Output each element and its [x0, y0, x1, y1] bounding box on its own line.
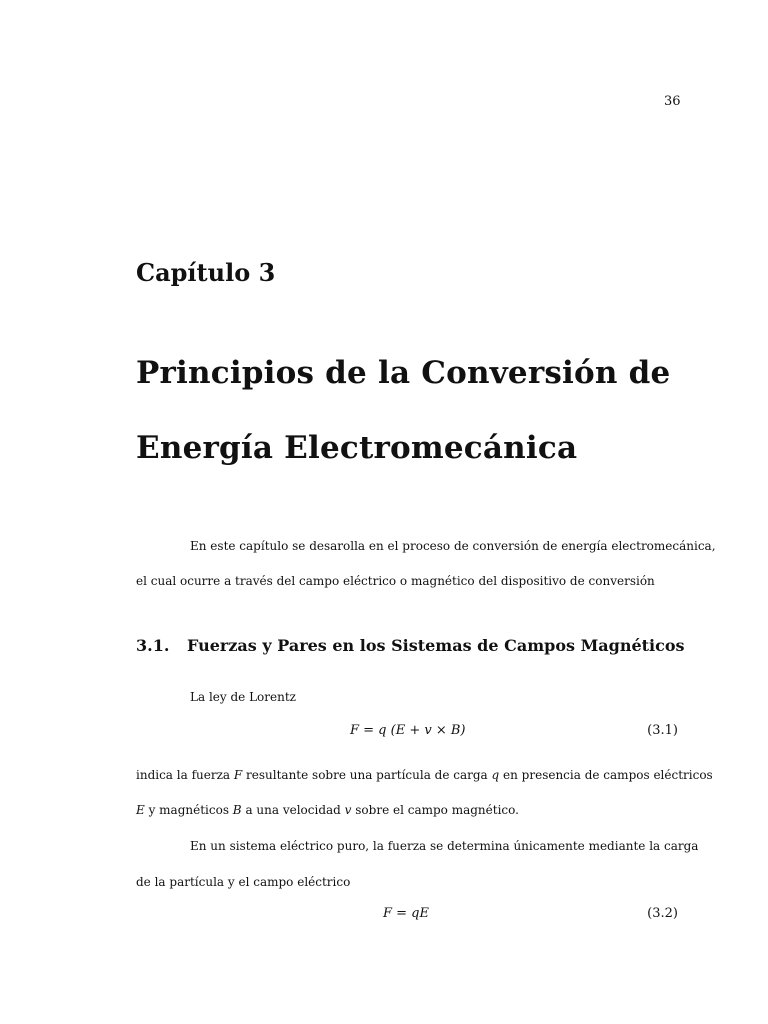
- paragraph-1-line-1: indica la fuerza F resultante sobre una partícula de carga q en presencia de campos eléctricos: [136, 768, 713, 782]
- lorentz-intro: La ley de Lorentz: [190, 690, 296, 704]
- section-number: 3.1.: [136, 636, 170, 655]
- section-heading: [136, 636, 685, 655]
- chapter-title-line-2: Energía Electromecánica: [136, 430, 578, 466]
- equation-electric-force: F = qE: [383, 906, 429, 921]
- equation-number-2: (3.2): [647, 906, 678, 921]
- equation-number-1: (3.1): [647, 723, 678, 738]
- chapter-label: Capítulo 3: [136, 258, 276, 287]
- paragraph-2-line-2: de la partícula y el campo eléctrico: [136, 875, 351, 889]
- paragraph-2-line-1: En un sistema eléctrico puro, la fuerza se determina únicamente mediante la carga: [190, 839, 699, 853]
- paragraph-1-line-2: E y magnéticos B a una velocidad v sobre el campo magnético.: [136, 803, 519, 817]
- intro-line-2: el cual ocurre a través del campo eléctrico o magnético del dispositivo de conversión: [136, 574, 655, 588]
- chapter-title-line-1: Principios de la Conversión de: [136, 355, 671, 391]
- intro-line-1: En este capítulo se desarolla en el proceso de conversión de energía electromecánica,: [190, 539, 716, 553]
- equation-lorentz: F = q (E + v × B): [350, 723, 466, 738]
- section-title: Fuerzas y Pares en los Sistemas de Campos Magnéticos: [187, 636, 685, 655]
- page-number: 36: [664, 94, 681, 109]
